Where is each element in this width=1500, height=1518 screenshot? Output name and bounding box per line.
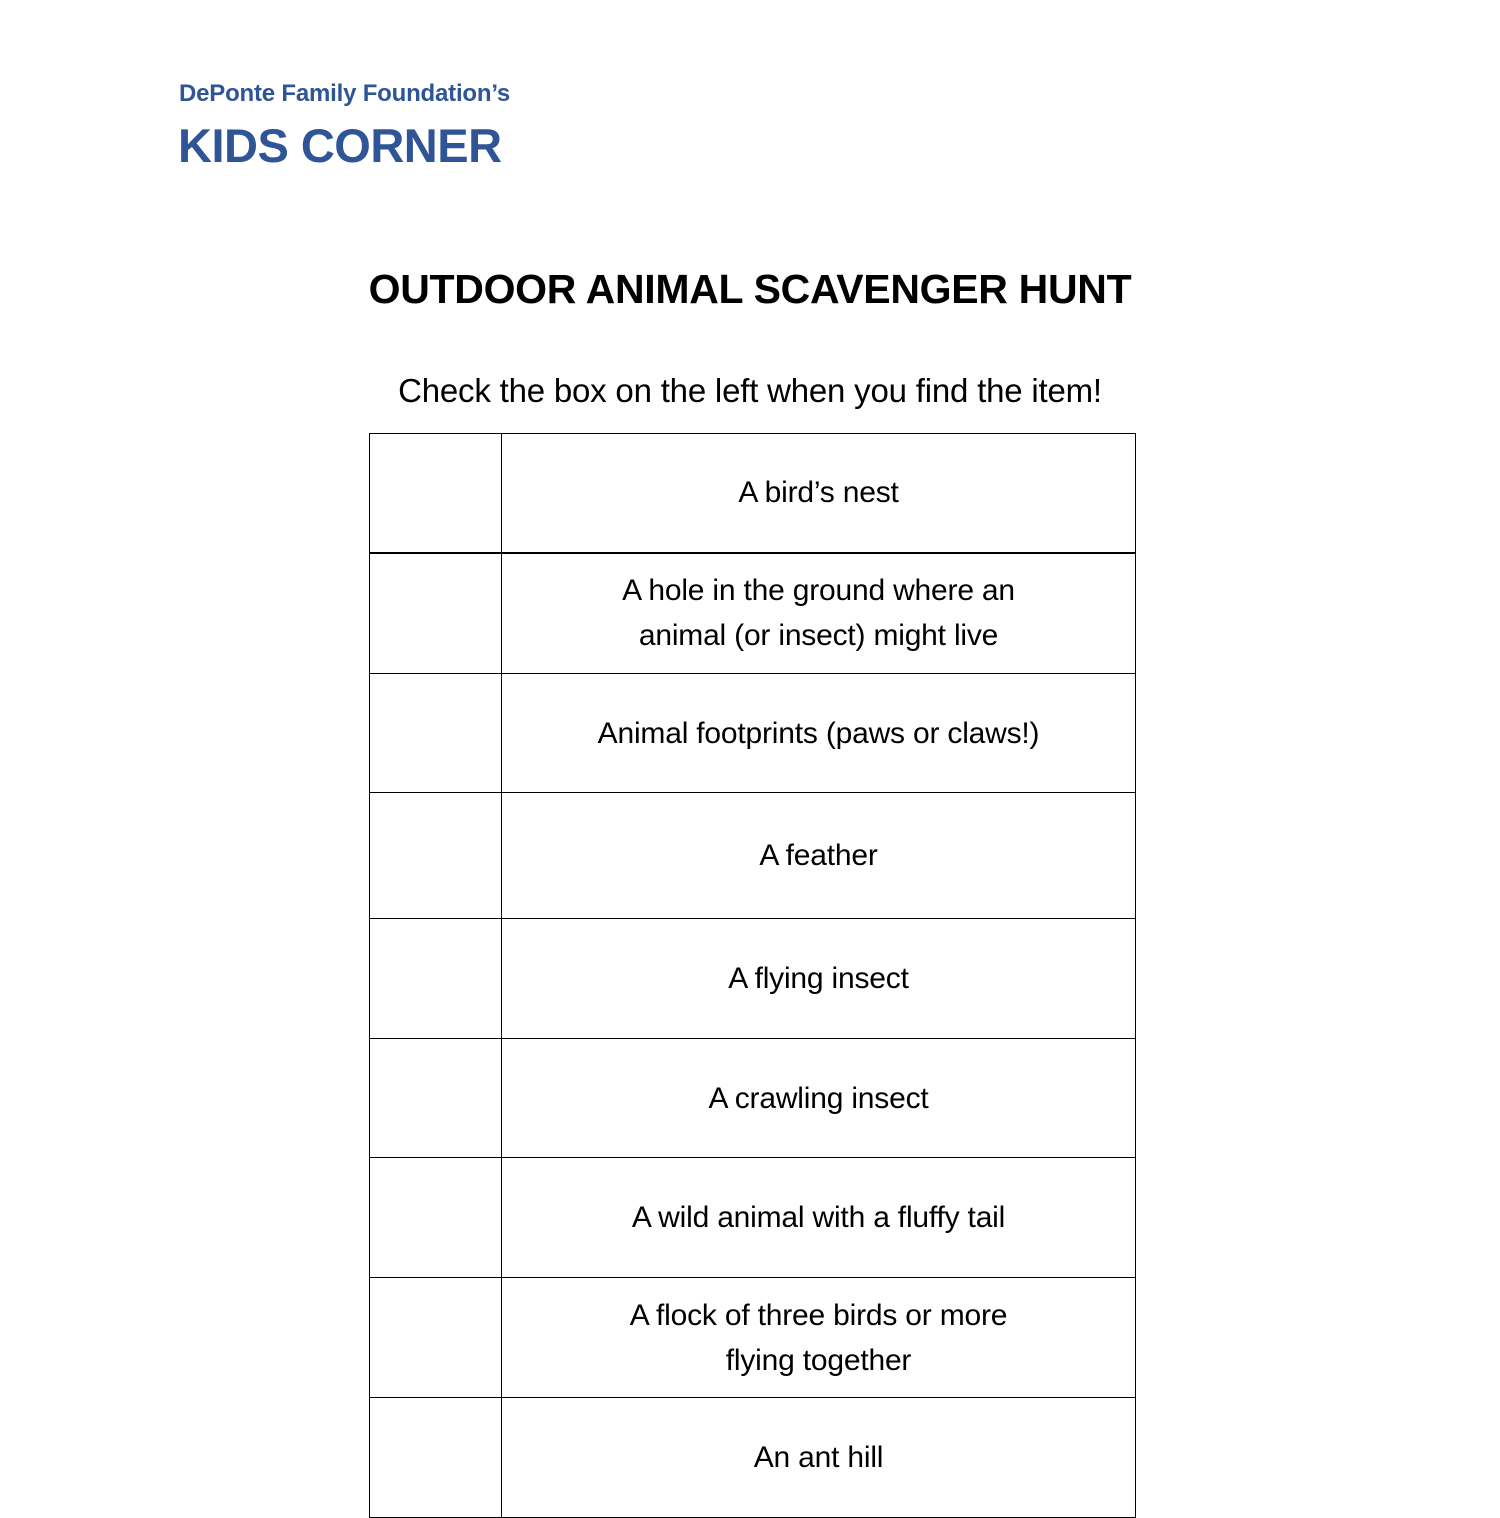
checkbox-cell[interactable] — [370, 434, 502, 553]
item-label: A hole in the ground where an animal (or insect) might live — [502, 553, 1136, 674]
checkbox-cell[interactable] — [370, 553, 502, 674]
item-label: Animal footprints (paws or claws!) — [502, 674, 1136, 793]
item-label: A crawling insect — [502, 1039, 1136, 1158]
table-row — [370, 553, 1136, 674]
table-row — [370, 793, 1136, 919]
item-label: A bird’s nest — [502, 434, 1136, 553]
checkbox-cell[interactable] — [370, 793, 502, 919]
scavenger-hunt-table — [369, 433, 1136, 1518]
table-row — [370, 1039, 1136, 1158]
brand-title: KIDS CORNER — [178, 119, 502, 172]
table-row — [370, 674, 1136, 793]
checkbox-cell[interactable] — [370, 1039, 502, 1158]
instructions: Check the box on the left when you find the item! — [398, 372, 1102, 409]
checkbox-cell[interactable] — [370, 674, 502, 793]
table-row — [370, 434, 1136, 553]
checkbox-cell[interactable] — [370, 1278, 502, 1398]
item-label: A flying insect — [502, 919, 1136, 1039]
item-label: A flock of three birds or more flying together — [502, 1278, 1136, 1398]
table-row — [370, 1278, 1136, 1398]
item-label: An ant hill — [502, 1398, 1136, 1518]
table-row — [370, 919, 1136, 1039]
item-label: A feather — [502, 793, 1136, 919]
page-title: OUTDOOR ANIMAL SCAVENGER HUNT — [368, 266, 1132, 312]
checkbox-cell[interactable] — [370, 919, 502, 1039]
item-label: A wild animal with a fluffy tail — [502, 1158, 1136, 1278]
organization-name: DePonte Family Foundation’s — [179, 80, 511, 107]
table-row — [370, 1158, 1136, 1278]
checkbox-cell[interactable] — [370, 1158, 502, 1278]
